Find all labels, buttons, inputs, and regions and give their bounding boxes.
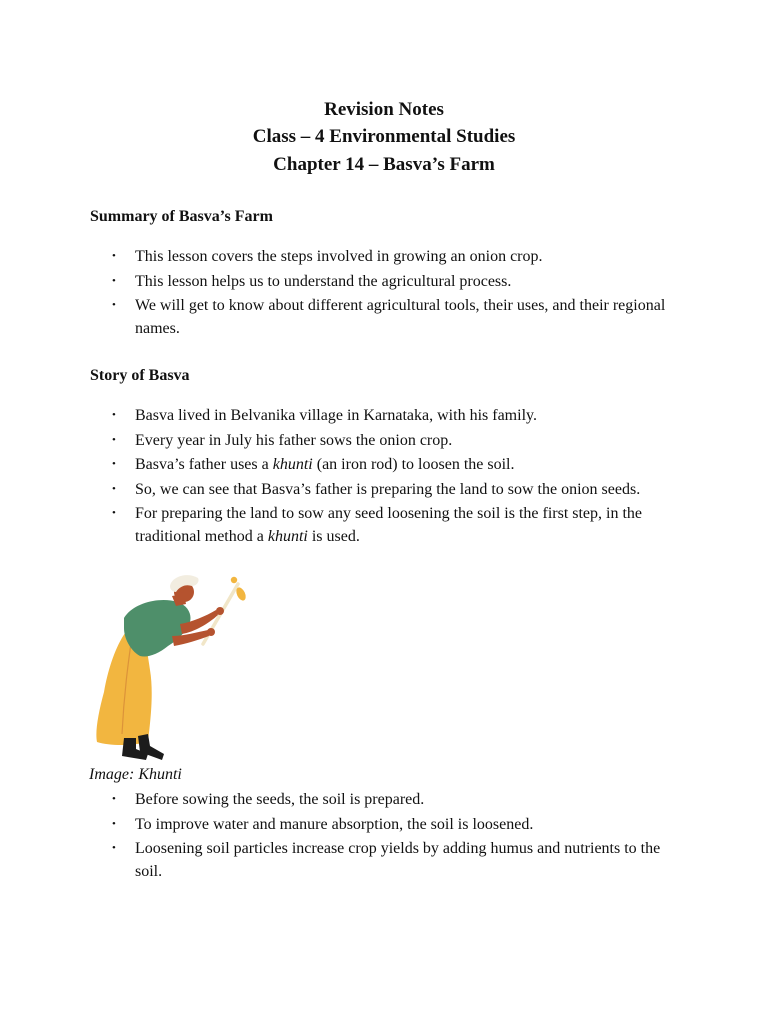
list-item: • Basva lived in Belvanika village in Karnataka, with his family. <box>90 404 680 427</box>
doc-title: Revision Notes <box>324 99 444 120</box>
class-subtitle: Class – 4 Environmental Studies <box>252 126 516 147</box>
list-item: • Before sowing the seeds, the soil is prepared. <box>90 788 680 811</box>
story-heading: Story of Basva <box>90 367 190 384</box>
bullet-icon: • <box>112 793 116 805</box>
list-item: • So, we can see that Basva’s father is preparing the land to sow the onion seeds. <box>90 478 680 501</box>
bullet-icon: • <box>112 817 116 830</box>
list-item: • This lesson helps us to understand the agricultural process. <box>90 270 680 293</box>
term-khunti: khunti <box>267 528 308 545</box>
summary-list <box>90 245 680 342</box>
bullet-icon: • <box>112 433 116 446</box>
term-khunti: khunti <box>272 456 313 473</box>
bullet-icon: • <box>112 274 116 287</box>
list-item: • This lesson covers the steps involved in growing an onion crop. <box>90 245 680 268</box>
list-item: • Loosening soil particles increase crop yields by adding humus and nutrients to the soil. <box>90 837 680 883</box>
chapter-title: Chapter 14 – Basva’s Farm <box>273 154 495 175</box>
bullet-icon: • <box>112 409 116 421</box>
list-item: • For preparing the land to sow any seed loosening the soil is the first step, in the traditional method a khunti is used. <box>90 502 680 548</box>
bullet-icon: • <box>112 507 116 519</box>
farmer-with-khunti-illustration <box>88 574 258 766</box>
list-item: • We will get to know about different agricultural tools, their uses, and their regional names. <box>90 294 680 340</box>
bullet-icon: • <box>112 482 116 495</box>
soil-prep-list <box>90 788 680 885</box>
bullet-icon: • <box>112 299 116 311</box>
figure-caption: Image: Khunti <box>89 766 182 783</box>
list-item: • To improve water and manure absorption, the soil is loosened. <box>90 813 680 836</box>
list-item: • Every year in July his father sows the onion crop. <box>90 429 680 452</box>
list-item: • Basva’s father uses a khunti (an iron rod) to loosen the soil. <box>90 453 680 476</box>
bullet-icon: • <box>112 250 116 262</box>
title-block <box>0 96 768 178</box>
bullet-icon: • <box>112 458 116 470</box>
summary-heading: Summary of Basva’s Farm <box>90 208 273 225</box>
story-list <box>90 404 680 550</box>
bullet-icon: • <box>112 842 116 854</box>
